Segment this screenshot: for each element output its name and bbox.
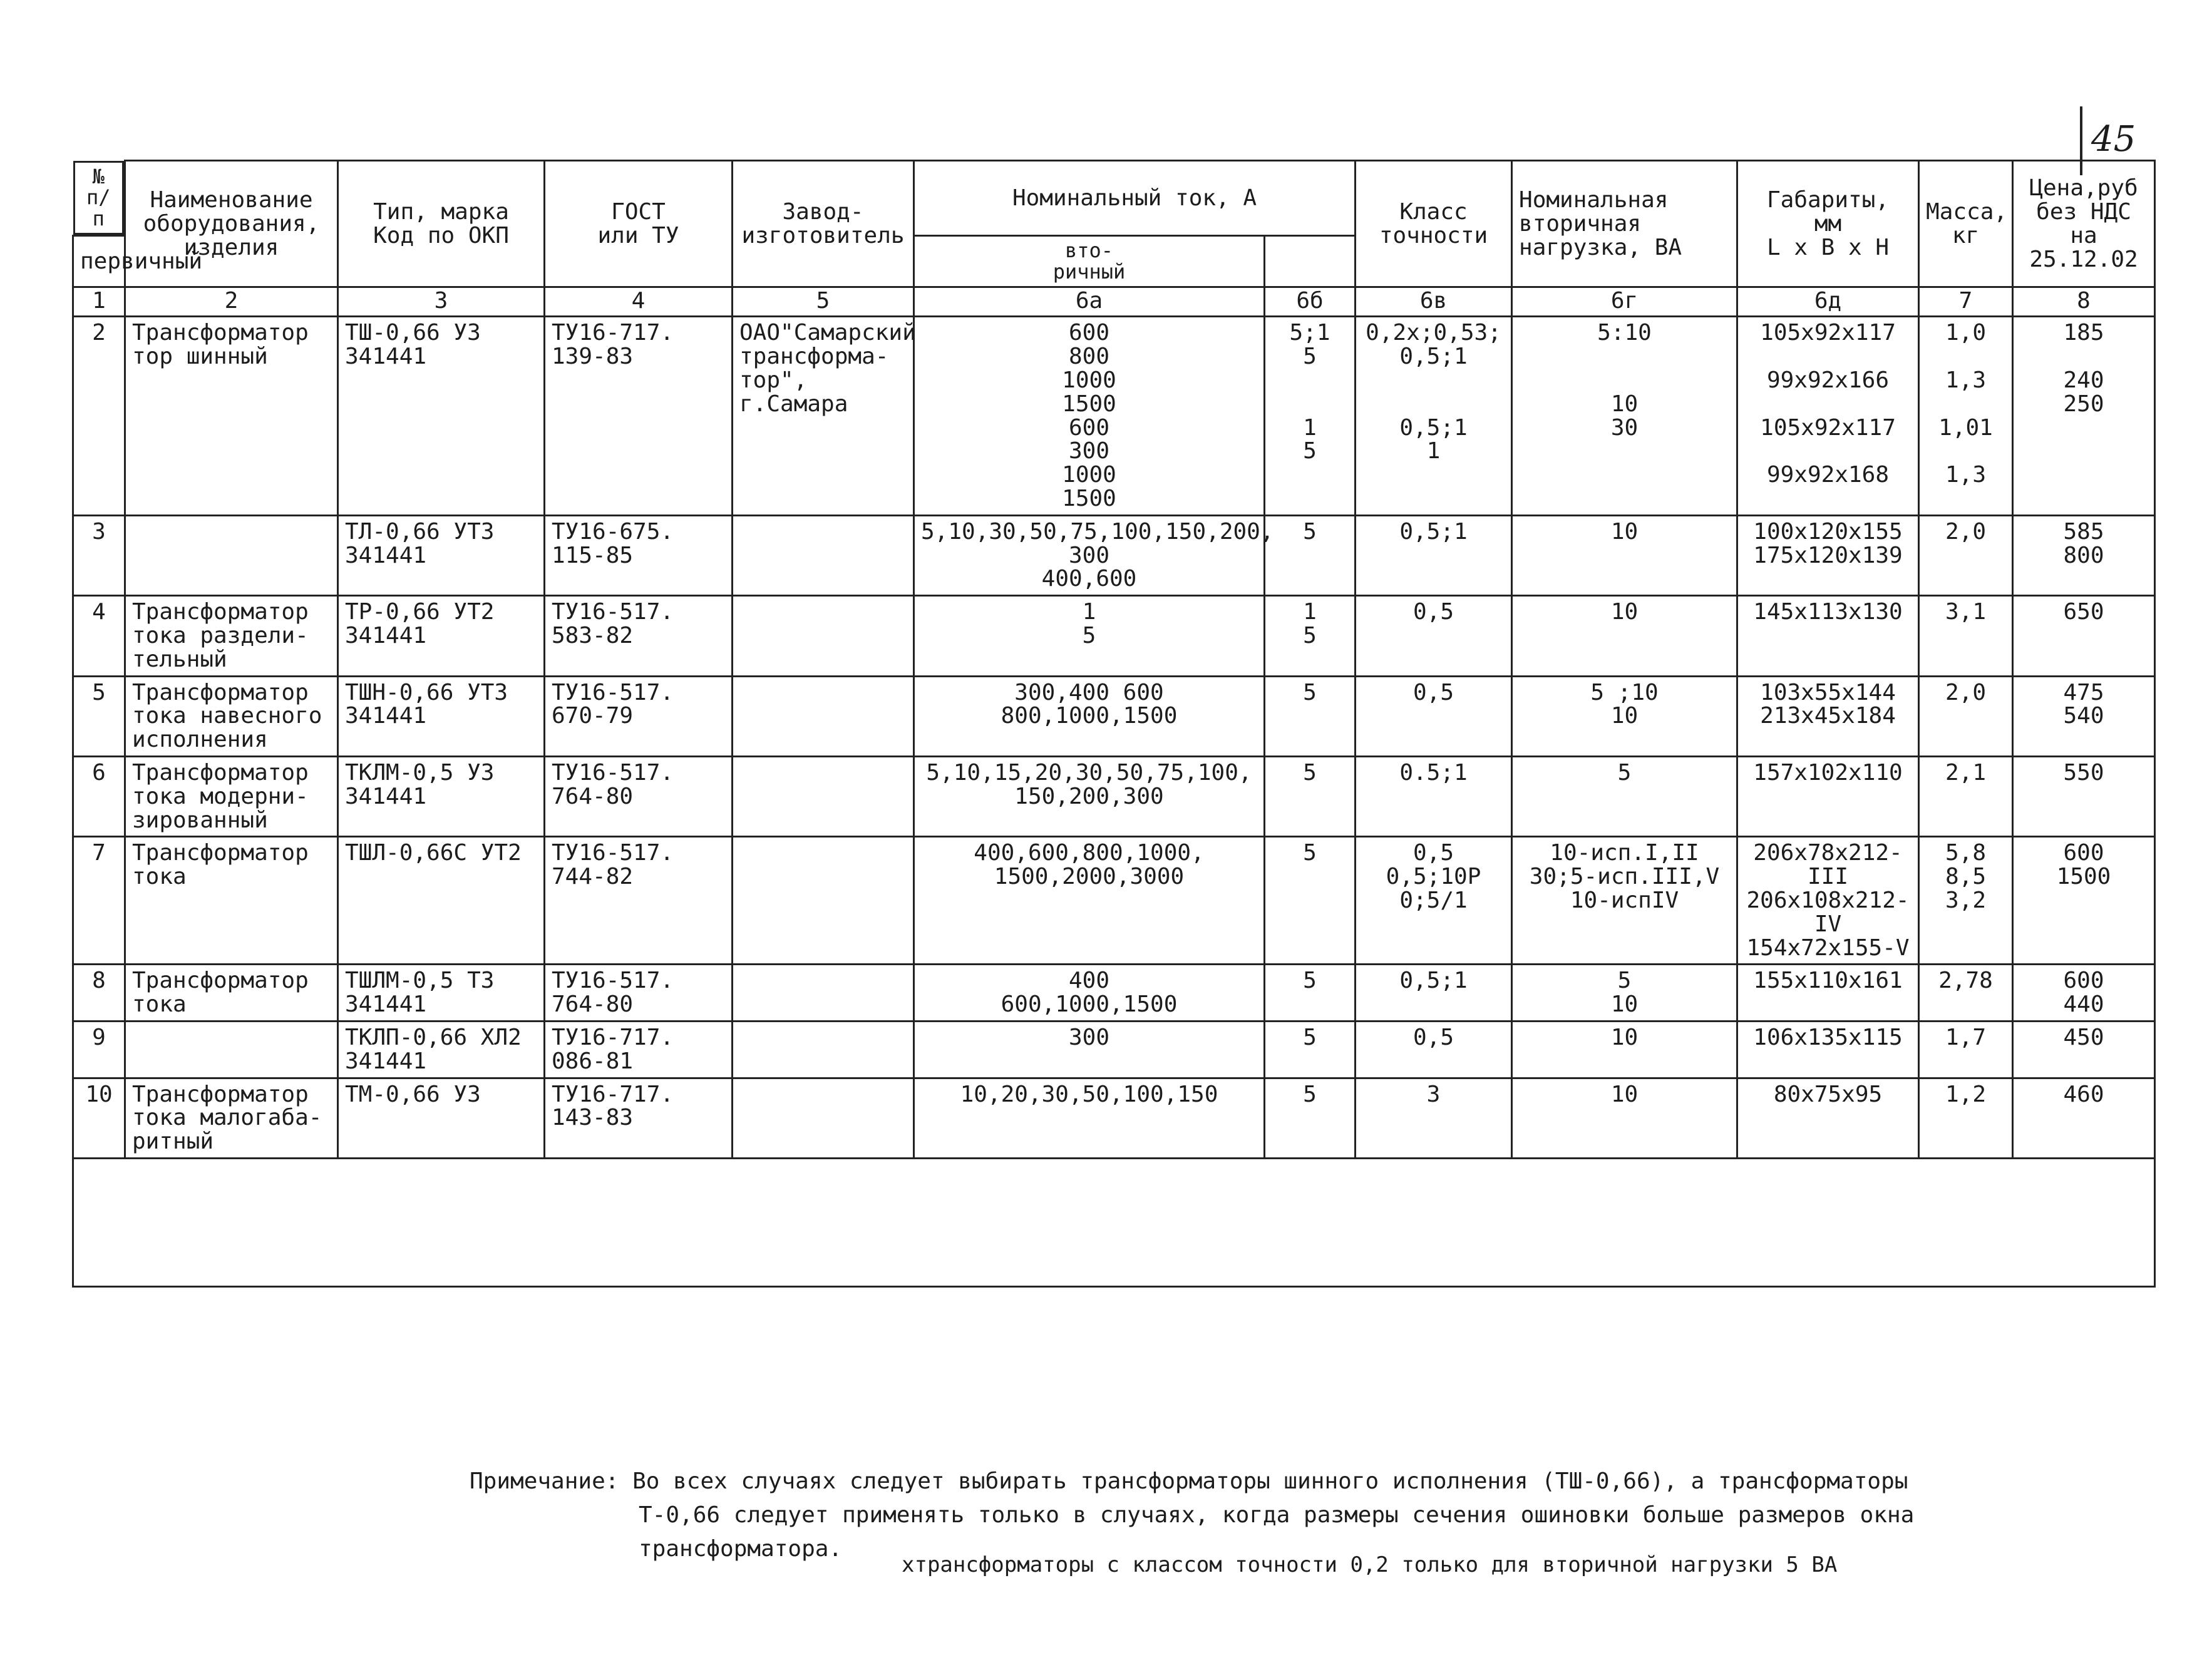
cell-secondary: 5 <box>1265 965 1356 1022</box>
cell-price: 600 440 <box>2013 965 2155 1022</box>
header-maker: Завод- изготовитель <box>733 161 914 287</box>
cell-price: 475 540 <box>2013 676 2155 756</box>
cell-num: 10 <box>73 1078 125 1158</box>
cell-name <box>125 515 338 595</box>
cell-primary: 5,10,15,20,30,50,75,100, 150,200,300 <box>914 757 1265 837</box>
cell-primary: 300,400 600 800,1000,1500 <box>914 676 1265 756</box>
header-row <box>73 161 2155 236</box>
cell-num: 6 <box>73 757 125 837</box>
cell-accuracy: 0,5 0,5;10Р 0;5/1 <box>1356 837 1512 965</box>
cell-primary: 300 <box>914 1021 1265 1078</box>
table-row <box>73 837 2155 965</box>
cell-gost: ТУ16-517. 583-82 <box>545 596 733 676</box>
cell-accuracy: 0,5;1 <box>1356 515 1512 595</box>
note-line-2: Т-0,66 следует применять только в случаях, когда размеры сечения ошиновки больше размеров окна <box>639 1502 1915 1528</box>
header-current: Номинальный ток, А <box>914 161 1356 236</box>
col-number: 6д <box>1737 287 1919 317</box>
equipment-table <box>72 160 2156 1288</box>
cell-price: 550 <box>2013 757 2155 837</box>
cell-secondary: 5 <box>1265 1078 1356 1158</box>
cell-mass: 5,8 8,5 3,2 <box>1919 837 2013 965</box>
cell-mass: 1,2 <box>1919 1078 2013 1158</box>
page-number: 45 <box>2091 119 2136 160</box>
cell-num: 4 <box>73 596 125 676</box>
cell-mass: 2,1 <box>1919 757 2013 837</box>
cell-accuracy: 0,2х;0,5З; 0,5;1 0,5;1 1 <box>1356 317 1512 515</box>
header-price: Цена,руб без НДС на 25.12.02 <box>2013 161 2155 287</box>
cell-secondary: 5 <box>1265 515 1356 595</box>
cell-type: ТР-0,66 УТ2 341441 <box>338 596 545 676</box>
col-number: 7 <box>1919 287 2013 317</box>
cell-secondary: 5 <box>1265 1021 1356 1078</box>
header-secondary: вто- ричный <box>914 236 1265 287</box>
cell-load: 10 <box>1512 1021 1737 1078</box>
cell-num: 5 <box>73 676 125 756</box>
cell-gost: ТУ16-517. 764-80 <box>545 757 733 837</box>
cell-num: 2 <box>73 317 125 515</box>
header-dims: Габариты, мм L x B x H <box>1737 161 1919 287</box>
cell-name: Трансформатор тока раздели- тельный <box>125 596 338 676</box>
col-number: 4 <box>545 287 733 317</box>
header-mass: Масса, кг <box>1919 161 2013 287</box>
cell-type: ТМ-0,66 У3 <box>338 1078 545 1158</box>
col-number: 6а <box>914 287 1265 317</box>
cell-dims: 206х78х212-III 206х108х212-IV 154х72х155-V <box>1737 837 1919 965</box>
cell-num: 3 <box>73 515 125 595</box>
cell-name: Трансформатор тока модерни- зированный <box>125 757 338 837</box>
cell-num: 7 <box>73 837 125 965</box>
footnote: хтрансформаторы с классом точности 0,2 только для вторичной нагрузки 5 ВА <box>902 1552 1838 1577</box>
cell-primary: 5,10,30,50,75,100,150,200, 300 400,600 <box>914 515 1265 595</box>
cell-type: ТШ-0,66 У3 341441 <box>338 317 545 515</box>
col-number: 5 <box>733 287 914 317</box>
cell-accuracy: 3 <box>1356 1078 1512 1158</box>
cell-load: 10 <box>1512 1078 1737 1158</box>
table-row <box>73 757 2155 837</box>
col-number: 6в <box>1356 287 1512 317</box>
cell-price: 460 <box>2013 1078 2155 1158</box>
cell-gost: ТУ16-517. 670-79 <box>545 676 733 756</box>
cell-secondary: 5;1 5 1 5 <box>1265 317 1356 515</box>
cell-mass: 2,78 <box>1919 965 2013 1022</box>
cell-secondary: 5 <box>1265 757 1356 837</box>
cell-maker: ОАО"Самарский трансформа- тор", г.Самара <box>733 317 914 515</box>
col-number: 6г <box>1512 287 1737 317</box>
cell-primary: 400 600,1000,1500 <box>914 965 1265 1022</box>
cell-price: 600 1500 <box>2013 837 2155 965</box>
table-row <box>73 596 2155 676</box>
cell-load: 10-исп.I,II 30;5-исп.III,V 10-испIV <box>1512 837 1737 965</box>
note-block <box>470 1465 2004 1566</box>
cell-gost: ТУ16-675. 115-85 <box>545 515 733 595</box>
cell-maker <box>733 837 914 965</box>
cell-load: 10 <box>1512 596 1737 676</box>
cell-mass: 2,0 <box>1919 515 2013 595</box>
cell-type: ТКЛМ-0,5 У3 341441 <box>338 757 545 837</box>
cell-dims: 157х102х110 <box>1737 757 1919 837</box>
cell-primary: 600 800 1000 1500 600 300 1000 1500 <box>914 317 1265 515</box>
cell-load: 5 <box>1512 757 1737 837</box>
cell-gost: ТУ16-517. 764-80 <box>545 965 733 1022</box>
cell-accuracy: 0,5;1 <box>1356 965 1512 1022</box>
cell-price: 185 240 250 <box>2013 317 2155 515</box>
cell-type: ТЛ-0,66 УТ3 341441 <box>338 515 545 595</box>
note-line-3: трансформатора. <box>639 1536 843 1562</box>
table-row <box>73 965 2155 1022</box>
cell-mass: 2,0 <box>1919 676 2013 756</box>
cell-secondary: 1 5 <box>1265 596 1356 676</box>
cell-primary: 10,20,30,50,100,150 <box>914 1078 1265 1158</box>
col-number: 3 <box>338 287 545 317</box>
table-row <box>73 1021 2155 1078</box>
column-number-row <box>73 287 2155 317</box>
table-row <box>73 515 2155 595</box>
cell-gost: ТУ16-717. 143-83 <box>545 1078 733 1158</box>
cell-type: ТШН-0,66 УТ3 341441 <box>338 676 545 756</box>
cell-gost: ТУ16-517. 744-82 <box>545 837 733 965</box>
cell-maker <box>733 596 914 676</box>
table-row <box>73 1078 2155 1158</box>
cell-name: Трансформатор тока <box>125 965 338 1022</box>
col-number: 1 <box>73 287 125 317</box>
col-number: 2 <box>125 287 338 317</box>
cell-type: ТШЛ-0,66С УТ2 <box>338 837 545 965</box>
cell-type: ТКЛП-0,66 ХЛ2 341441 <box>338 1021 545 1078</box>
cell-accuracy: 0,5 <box>1356 676 1512 756</box>
table-row <box>73 676 2155 756</box>
cell-name: Трансформатор тор шинный <box>125 317 338 515</box>
cell-name <box>125 1021 338 1078</box>
cell-maker <box>733 676 914 756</box>
header-accuracy: Класс точности <box>1356 161 1512 287</box>
cell-dims: 155х110х161 <box>1737 965 1919 1022</box>
cell-secondary: 5 <box>1265 837 1356 965</box>
cell-type: ТШЛМ-0,5 Т3 341441 <box>338 965 545 1022</box>
note-row <box>73 1158 2155 1286</box>
cell-maker <box>733 515 914 595</box>
cell-name: Трансформатор тока малогаба- ритный <box>125 1078 338 1158</box>
header-gost: ГОСТ или ТУ <box>545 161 733 287</box>
table-body <box>73 287 2155 1159</box>
cell-load: 5:10 10 30 <box>1512 317 1737 515</box>
cell-primary: 400,600,800,1000, 1500,2000,3000 <box>914 837 1265 965</box>
note-line-1: Примечание: Во всех случаях следует выбирать трансформаторы шинного исполнения (ТШ-0,66), а трансформаторы <box>470 1468 1908 1494</box>
cell-load: 10 <box>1512 515 1737 595</box>
cell-accuracy: 0.5;1 <box>1356 757 1512 837</box>
cell-load: 5 10 <box>1512 965 1737 1022</box>
cell-dims: 103х55х144 213х45х184 <box>1737 676 1919 756</box>
header-type: Тип, марка Код по ОКП <box>338 161 545 287</box>
cell-accuracy: 0,5 <box>1356 1021 1512 1078</box>
cell-accuracy: 0,5 <box>1356 596 1512 676</box>
cell-price: 650 <box>2013 596 2155 676</box>
cell-primary: 1 5 <box>914 596 1265 676</box>
cell-mass: 1,0 1,3 1,01 1,3 <box>1919 317 2013 515</box>
cell-mass: 1,7 <box>1919 1021 2013 1078</box>
cell-dims: 105х92х117 99х92х166 105х92х117 99х92х168 <box>1737 317 1919 515</box>
header-load: Номинальная вторичная нагрузка, ВА <box>1512 161 1737 287</box>
cell-dims: 106х135х115 <box>1737 1021 1919 1078</box>
cell-load: 5 ;10 10 <box>1512 676 1737 756</box>
header-name: Наименование оборудования, изделия <box>125 161 338 287</box>
cell-price: 585 800 <box>2013 515 2155 595</box>
header-primary: первичный <box>73 236 125 287</box>
cell-num: 9 <box>73 1021 125 1078</box>
cell-name: Трансформатор тока <box>125 837 338 965</box>
cell-maker <box>733 1021 914 1078</box>
cell-mass: 3,1 <box>1919 596 2013 676</box>
cell-maker <box>733 757 914 837</box>
cell-num: 8 <box>73 965 125 1022</box>
header-num: № п/п <box>73 161 125 235</box>
cell-secondary: 5 <box>1265 676 1356 756</box>
col-number: 8 <box>2013 287 2155 317</box>
col-number: 6б <box>1265 287 1356 317</box>
cell-gost: ТУ16-717. 139-83 <box>545 317 733 515</box>
table-row <box>73 317 2155 515</box>
cell-dims: 80х75х95 <box>1737 1078 1919 1158</box>
cell-maker <box>733 965 914 1022</box>
cell-dims: 145х113х130 <box>1737 596 1919 676</box>
cell-price: 450 <box>2013 1021 2155 1078</box>
cell-gost: ТУ16-717. 086-81 <box>545 1021 733 1078</box>
cell-name: Трансформатор тока навесного исполнения <box>125 676 338 756</box>
cell-dims: 100х120х155 175х120х139 <box>1737 515 1919 595</box>
cell-maker <box>733 1078 914 1158</box>
